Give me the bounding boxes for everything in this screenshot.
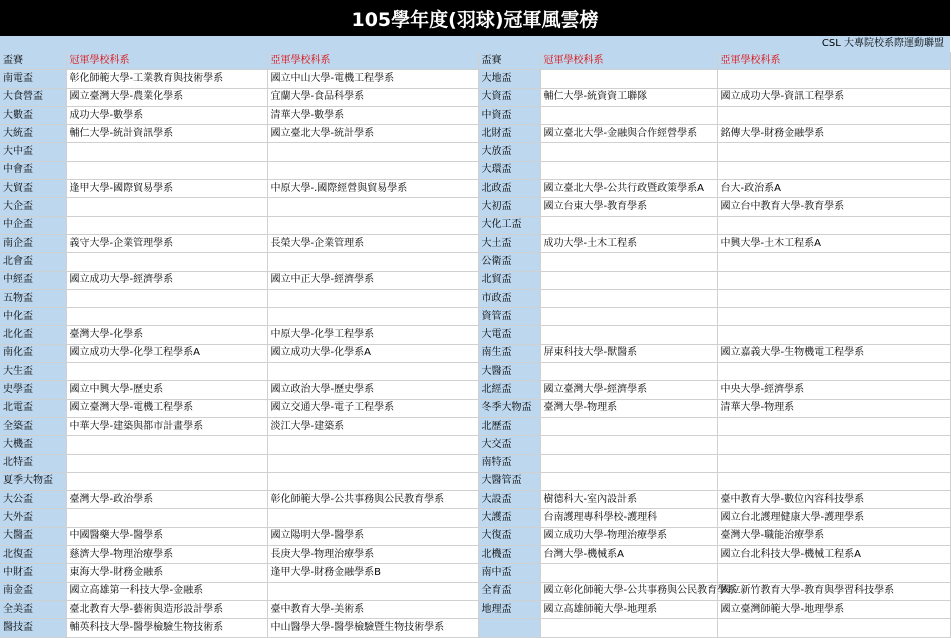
table-row (0, 472, 950, 490)
champion-cell (540, 454, 717, 472)
organizer-label: CSL 大專院校系際運動聯盟 (821, 38, 944, 49)
runner-up-cell: 銘傳大學-財務金融學系 (717, 125, 950, 143)
champion-cell: 台灣大學-機械系A (540, 546, 717, 564)
table-row (0, 582, 950, 600)
cup-name: 北化盃 (0, 326, 66, 344)
champion-cell (66, 253, 267, 271)
runner-up-cell (717, 143, 950, 161)
champion-cell: 臺灣大學-化學系 (66, 326, 267, 344)
champion-cell: 國立台東大學-教育學系 (540, 198, 717, 216)
champion-cell (540, 326, 717, 344)
table-row (0, 326, 950, 344)
runner-up-cell (717, 216, 950, 234)
champion-table (0, 52, 951, 638)
runner-up-cell (267, 472, 478, 490)
table-row (0, 564, 950, 582)
cup-name: 大放盃 (478, 143, 540, 161)
table-row (0, 399, 950, 417)
table-row (0, 527, 950, 545)
cup-name: 冬季大物盃 (478, 399, 540, 417)
runner-up-cell (267, 198, 478, 216)
champion-cell: 中華大學-建築與都市計畫學系 (66, 417, 267, 435)
runner-up-cell (717, 564, 950, 582)
cup-name: 大食營盃 (0, 88, 66, 106)
runner-up-cell: 國立交通大學-電子工程學系 (267, 399, 478, 417)
runner-up-cell (717, 161, 950, 179)
champion-cell (66, 143, 267, 161)
runner-up-cell: 中興大學-土木工程系A (717, 234, 950, 252)
table-row (0, 491, 950, 509)
champion-cell: 國立臺灣大學-經濟學系 (540, 381, 717, 399)
champion-cell (540, 289, 717, 307)
cup-name: 北復盃 (0, 546, 66, 564)
runner-up-cell (717, 436, 950, 454)
cup-name: 大地盃 (478, 70, 540, 88)
runner-up-cell: 中山醫學大學-醫學檢驗暨生物技術學系 (267, 619, 478, 637)
cup-name: 大中盃 (0, 143, 66, 161)
cup-name: 地理盃 (478, 600, 540, 618)
runner-up-cell: 逢甲大學-財務金融學系B (267, 564, 478, 582)
runner-up-cell: 國立成功大學-資訊工程學系 (717, 88, 950, 106)
cup-name: 北特盃 (0, 454, 66, 472)
table-row (0, 509, 950, 527)
cup-name: 中會盃 (0, 161, 66, 179)
runner-up-cell (717, 619, 950, 637)
organizer-bar (0, 36, 950, 52)
cup-name: 大機盃 (0, 436, 66, 454)
table-row (0, 234, 950, 252)
cup-name: 大外盃 (0, 509, 66, 527)
header-row (0, 52, 950, 70)
table-row (0, 289, 950, 307)
runner-up-cell: 國立嘉義大學-生物機電工程學系 (717, 344, 950, 362)
runner-up-cell (267, 363, 478, 381)
runner-up-cell: 國立台北護理健康大學-護理學系 (717, 509, 950, 527)
champion-cell (540, 436, 717, 454)
runner-up-cell: 國立台中教育大學-教育學系 (717, 198, 950, 216)
cup-name: 夏季大物盃 (0, 472, 66, 490)
cup-name: 中企盃 (0, 216, 66, 234)
champion-cell (66, 436, 267, 454)
runner-up-cell (717, 417, 950, 435)
cup-name: 南企盃 (0, 234, 66, 252)
table-row (0, 253, 950, 271)
cup-name: 大電盃 (478, 326, 540, 344)
champion-cell: 慈濟大學-物理治療學系 (66, 546, 267, 564)
cup-name: 北電盃 (0, 399, 66, 417)
champion-cell (66, 289, 267, 307)
page-title: 105學年度(羽球)冠軍風雲榜 (351, 8, 599, 31)
champion-cell (540, 363, 717, 381)
runner-up-cell: 清華大學-物理系 (717, 399, 950, 417)
champion-cell: 逢甲大學-國際貿易學系 (66, 180, 267, 198)
table-row (0, 88, 950, 106)
cup-name: 大企盃 (0, 198, 66, 216)
champion-cell (540, 70, 717, 88)
runner-up-cell: 國立陽明大學-醫學系 (267, 527, 478, 545)
champion-cell (66, 198, 267, 216)
cup-name: 南電盃 (0, 70, 66, 88)
runner-up-cell (717, 363, 950, 381)
cup-name: 南金盃 (0, 582, 66, 600)
cup-name: 大數盃 (0, 106, 66, 124)
table-row (0, 363, 950, 381)
cup-name: 中化盃 (0, 308, 66, 326)
runner-up-cell: 國立中山大學-電機工程學系 (267, 70, 478, 88)
runner-up-cell (267, 308, 478, 326)
champion-cell: 國立中興大學-歷史系 (66, 381, 267, 399)
cup-name: 中經盃 (0, 271, 66, 289)
champion-cell: 國立高雄第一科技大學-金融系 (66, 582, 267, 600)
champion-cell (540, 619, 717, 637)
table-row (0, 143, 950, 161)
table-row (0, 600, 950, 618)
champion-cell: 國立臺北大學-公共行政暨政策學系A (540, 180, 717, 198)
cup-name: 史學盃 (0, 381, 66, 399)
runner-up-cell: 臺灣大學-職能治療學系 (717, 527, 950, 545)
header-champion: 冠軍學校科系 (540, 52, 717, 70)
champion-cell (540, 161, 717, 179)
cup-name: 大醫盃 (478, 363, 540, 381)
champion-cell (540, 564, 717, 582)
cup-name: 大貿盃 (0, 180, 66, 198)
cup-name: 南化盃 (0, 344, 66, 362)
champion-cell: 東海大學-財務金融系 (66, 564, 267, 582)
champion-cell: 國立臺北大學-金融與合作經營學系 (540, 125, 717, 143)
champion-cell (66, 363, 267, 381)
cup-name: 南生盃 (478, 344, 540, 362)
cup-name: 北會盃 (0, 253, 66, 271)
cup-name: 公衛盃 (478, 253, 540, 271)
cup-name: 大土盃 (478, 234, 540, 252)
cup-name: 北經盃 (478, 381, 540, 399)
runner-up-cell (717, 70, 950, 88)
runner-up-cell: 彰化師範大學-公共事務與公民教育學系 (267, 491, 478, 509)
champion-cell (66, 509, 267, 527)
runner-up-cell (717, 308, 950, 326)
runner-up-cell (267, 216, 478, 234)
champion-cell (66, 216, 267, 234)
runner-up-cell: 中央大學-經濟學系 (717, 381, 950, 399)
table-row (0, 381, 950, 399)
champion-cell (540, 106, 717, 124)
cup-name: 五物盃 (0, 289, 66, 307)
runner-up-cell: 臺中教育大學-數位內容科技學系 (717, 491, 950, 509)
table-row (0, 308, 950, 326)
table-row (0, 619, 950, 637)
cup-name: 大資盃 (478, 88, 540, 106)
champion-cell (540, 472, 717, 490)
table-row (0, 106, 950, 124)
champion-cell: 屏東科技大學-獸醫系 (540, 344, 717, 362)
runner-up-cell: 長庚大學-物理治療學系 (267, 546, 478, 564)
champion-cell: 臺灣大學-政治學系 (66, 491, 267, 509)
champion-cell: 國立臺灣大學-電機工程學系 (66, 399, 267, 417)
champion-cell: 國立臺灣大學-農業化學系 (66, 88, 267, 106)
champion-cell (540, 308, 717, 326)
cup-name: 大復盃 (478, 527, 540, 545)
cup-name: 南特盃 (478, 454, 540, 472)
runner-up-cell: 國立政治大學-歷史學系 (267, 381, 478, 399)
cup-name: 大生盃 (0, 363, 66, 381)
runner-up-cell (717, 271, 950, 289)
runner-up-cell: 台大-政治系A (717, 180, 950, 198)
runner-up-cell (267, 509, 478, 527)
runner-up-cell (267, 143, 478, 161)
cup-name: 大初盃 (478, 198, 540, 216)
runner-up-cell: 淡江大學-建築系 (267, 417, 478, 435)
champion-cell: 輔仁大學-統資資工聯隊 (540, 88, 717, 106)
table-row (0, 271, 950, 289)
header-runner-up: 亞軍學校科系 (267, 52, 478, 70)
champion-cell: 臺灣大學-物理系 (540, 399, 717, 417)
cup-name: 北歷盃 (478, 417, 540, 435)
champion-cell: 國立高雄師範大學-地理系 (540, 600, 717, 618)
champion-cell: 中國醫藥大學-醫學系 (66, 527, 267, 545)
table-row (0, 417, 950, 435)
runner-up-cell: 長榮大學-企業管理系 (267, 234, 478, 252)
cup-name: 南中盃 (478, 564, 540, 582)
runner-up-cell (267, 436, 478, 454)
champion-cell: 義守大學-企業管理學系 (66, 234, 267, 252)
runner-up-cell: 國立中正大學-經濟學系 (267, 271, 478, 289)
cup-name: 大環盃 (478, 161, 540, 179)
cup-name: 中資盃 (478, 106, 540, 124)
cup-name: 大公盃 (0, 491, 66, 509)
runner-up-cell (717, 106, 950, 124)
runner-up-cell (267, 582, 478, 600)
cup-name: 北政盃 (478, 180, 540, 198)
table-row (0, 125, 950, 143)
champion-cell: 臺北教育大學-藝術與造形設計學系 (66, 600, 267, 618)
header-runner-up: 亞軍學校科系 (717, 52, 950, 70)
champion-cell (540, 253, 717, 271)
champion-cell (66, 454, 267, 472)
champion-cell (540, 216, 717, 234)
table-row (0, 70, 950, 88)
table-row (0, 216, 950, 234)
champion-cell: 成功大學-土木工程系 (540, 234, 717, 252)
champion-cell (540, 271, 717, 289)
runner-up-cell (267, 161, 478, 179)
runner-up-cell: 國立新竹教育大學-教育與學習科技學系 (717, 582, 950, 600)
runner-up-cell (267, 289, 478, 307)
cup-name: 大化工盃 (478, 216, 540, 234)
runner-up-cell: 國立臺灣師範大學-地理學系 (717, 600, 950, 618)
champion-cell (540, 143, 717, 161)
champion-cell: 彰化師範大學-工業教育與技術學系 (66, 70, 267, 88)
champion-cell (66, 308, 267, 326)
table-row (0, 198, 950, 216)
runner-up-cell: 中原大學-.國際經營與貿易學系 (267, 180, 478, 198)
cup-name: 資管盃 (478, 308, 540, 326)
runner-up-cell (717, 326, 950, 344)
cup-name (478, 619, 540, 637)
champion-cell: 成功大學-數學系 (66, 106, 267, 124)
table-row (0, 546, 950, 564)
runner-up-cell (267, 253, 478, 271)
cup-name: 大護盃 (478, 509, 540, 527)
champion-cell: 樹德科大-室內設計系 (540, 491, 717, 509)
header-cup: 盃賽 (478, 52, 540, 70)
header-champion: 冠軍學校科系 (66, 52, 267, 70)
cup-name: 中財盃 (0, 564, 66, 582)
champion-cell: 輔仁大學-統計資訊學系 (66, 125, 267, 143)
table-row (0, 454, 950, 472)
champion-cell: 國立成功大學-經濟學系 (66, 271, 267, 289)
runner-up-cell (717, 454, 950, 472)
champion-cell (66, 472, 267, 490)
champion-cell: 國立彰化師範大學-公共事務與公民教育學系 (540, 582, 717, 600)
table-row (0, 436, 950, 454)
runner-up-cell: 國立臺北大學-統計學系 (267, 125, 478, 143)
table-row (0, 344, 950, 362)
cup-name: 北機盃 (478, 546, 540, 564)
champion-cell: 國立成功大學-物理治療學系 (540, 527, 717, 545)
cup-name: 大交盃 (478, 436, 540, 454)
champion-cell (540, 417, 717, 435)
champion-cell: 輔英科技大學-醫學檢驗生物技術系 (66, 619, 267, 637)
cup-name: 全築盃 (0, 417, 66, 435)
runner-up-cell: 臺中教育大學-美術系 (267, 600, 478, 618)
champion-cell: 國立成功大學-化學工程學系A (66, 344, 267, 362)
runner-up-cell: 宜蘭大學-食品科學系 (267, 88, 478, 106)
cup-name: 醫技盃 (0, 619, 66, 637)
cup-name: 北財盃 (478, 125, 540, 143)
runner-up-cell: 中原大學-化學工程學系 (267, 326, 478, 344)
cup-name: 市政盃 (478, 289, 540, 307)
cup-name: 全育盃 (478, 582, 540, 600)
cup-name: 北貿盃 (478, 271, 540, 289)
cup-name: 大設盃 (478, 491, 540, 509)
header-cup: 盃賽 (0, 52, 66, 70)
runner-up-cell (717, 289, 950, 307)
runner-up-cell (717, 472, 950, 490)
cup-name: 大醫盃 (0, 527, 66, 545)
table-row (0, 161, 950, 179)
cup-name: 全美盃 (0, 600, 66, 618)
champion-cell: 台南護理專科學校-護理科 (540, 509, 717, 527)
table-row (0, 180, 950, 198)
champion-cell (66, 161, 267, 179)
cup-name: 大統盃 (0, 125, 66, 143)
runner-up-cell: 清華大學-數學系 (267, 106, 478, 124)
runner-up-cell (717, 253, 950, 271)
runner-up-cell: 國立成功大學-化學系A (267, 344, 478, 362)
table-body (0, 52, 950, 637)
cup-name: 大醫管盃 (478, 472, 540, 490)
title-bar (0, 0, 950, 36)
runner-up-cell: 國立台北科技大學-機械工程系A (717, 546, 950, 564)
runner-up-cell (267, 454, 478, 472)
